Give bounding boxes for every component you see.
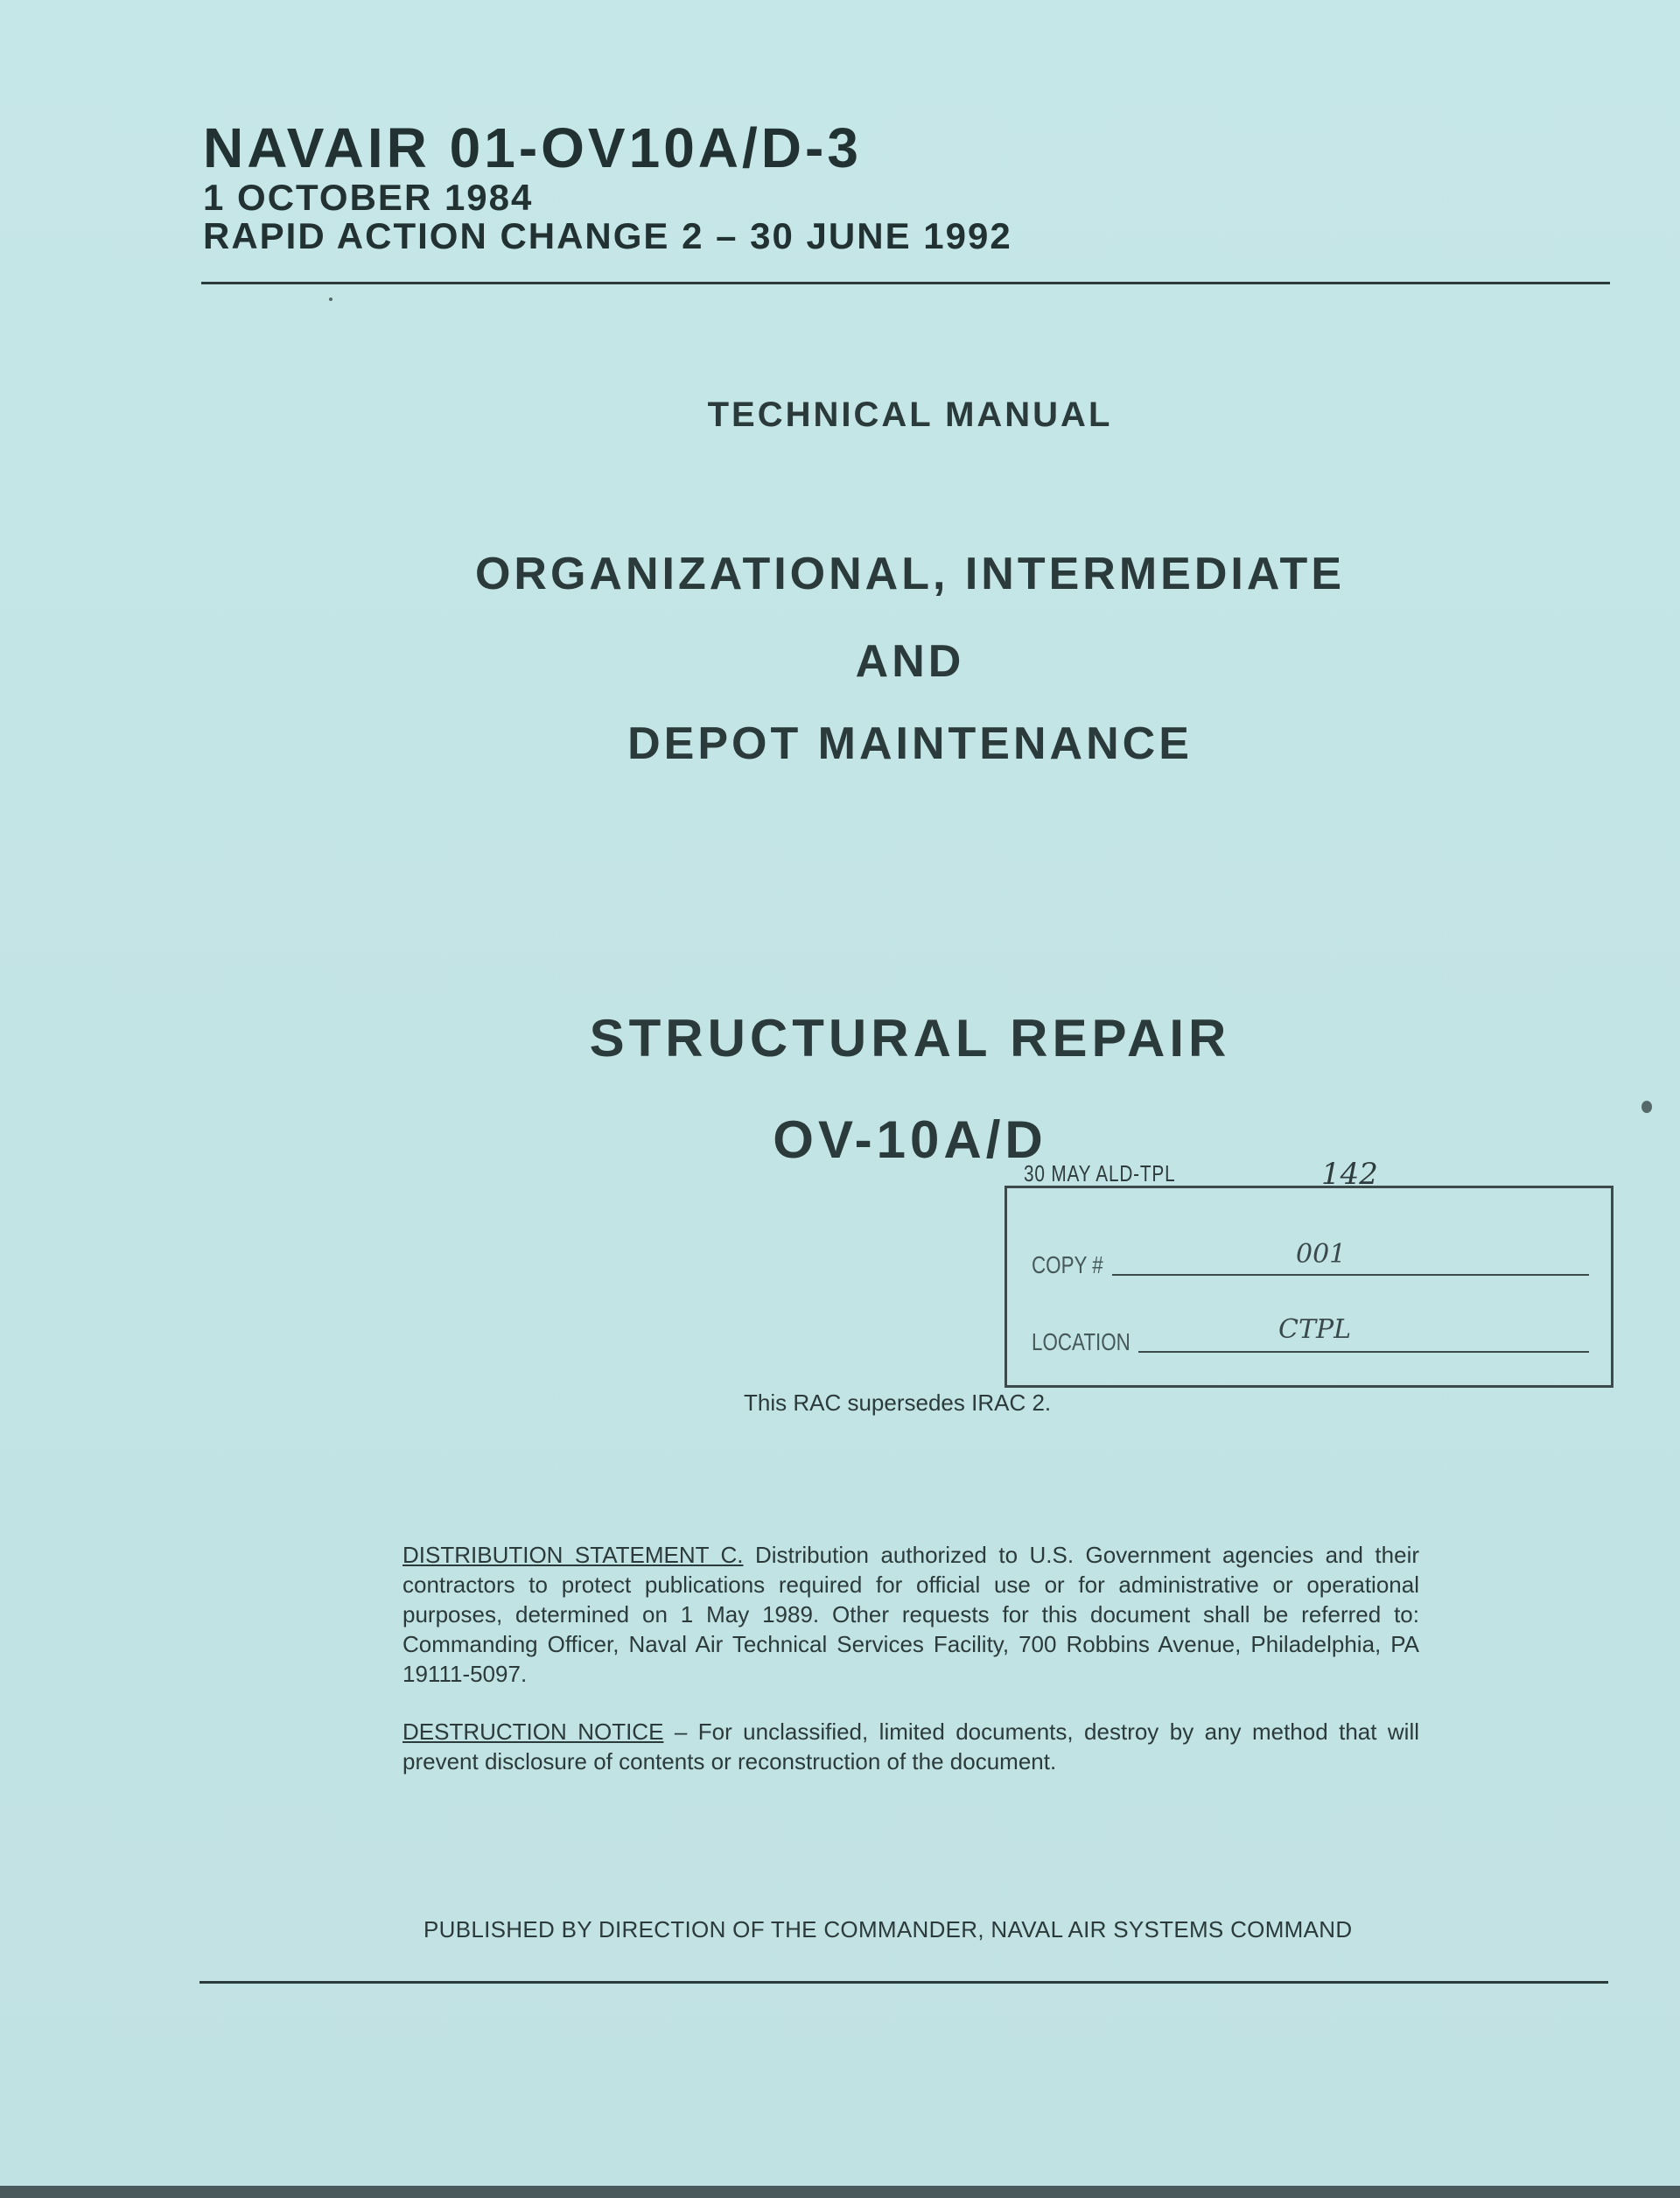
paper-speck [329,298,332,301]
document-date: 1 OCTOBER 1984 [203,177,534,218]
title-line-1: ORGANIZATIONAL, INTERMEDIATE [474,549,1346,599]
manual-type: TECHNICAL MANUAL [707,396,1113,434]
stamp-handwritten-number: 142 [1321,1157,1378,1192]
title-line-2: AND [855,636,965,687]
location-value: CTPL [1278,1314,1352,1345]
change-notice: RAPID ACTION CHANGE 2 – 30 JUNE 1992 [203,215,1012,256]
document-number: NAVAIR 01-OV10A/D-3 [203,116,862,179]
destruction-text: – For unclassified, limited documents, destroy by any method that will prevent disclosure of contents or reconstruction of the document. [402,1718,1419,1774]
publisher-line: PUBLISHED BY DIRECTION OF THE COMMANDER, NAVAL AIR SYSTEMS COMMAND [424,1916,1353,1942]
location-underline [1138,1351,1589,1353]
paper-speck [1642,1101,1652,1113]
title-line-3: DEPOT MAINTENANCE [627,718,1193,769]
distribution-heading: DISTRIBUTION STATEMENT C. [402,1542,744,1568]
scan-edge [0,2186,1680,2198]
aircraft-designation: OV-10A/D [773,1110,1047,1169]
supersede-note: This RAC supersedes IRAC 2. [744,1390,1052,1416]
copy-control-stamp [1004,1186,1614,1388]
bottom-divider [200,1981,1608,1984]
stamp-header: 30 MAY ALD-TPL [1024,1160,1176,1186]
top-divider [201,282,1610,284]
copy-label: COPY # [1032,1251,1103,1278]
location-label: LOCATION [1032,1328,1130,1355]
destruction-heading: DESTRUCTION NOTICE [402,1718,664,1745]
copy-underline [1112,1274,1589,1276]
distribution-text: Distribution authorized to U.S. Government agencies and their contractors to protect publications required for official use or for administrative or operational purposes, determined on 1 May 1989. Other requests for this document shall be referred to: Commanding Officer, Naval Air Technical Services Facility, 700 Robbins Avenue, Philadelphia, PA 19111-5097. [402,1542,1420,1687]
destruction-notice [402,1717,1419,1776]
subject-title: STRUCTURAL REPAIR [589,1009,1231,1068]
distribution-statement [402,1540,1419,1689]
copy-value: 001 [1296,1239,1347,1270]
